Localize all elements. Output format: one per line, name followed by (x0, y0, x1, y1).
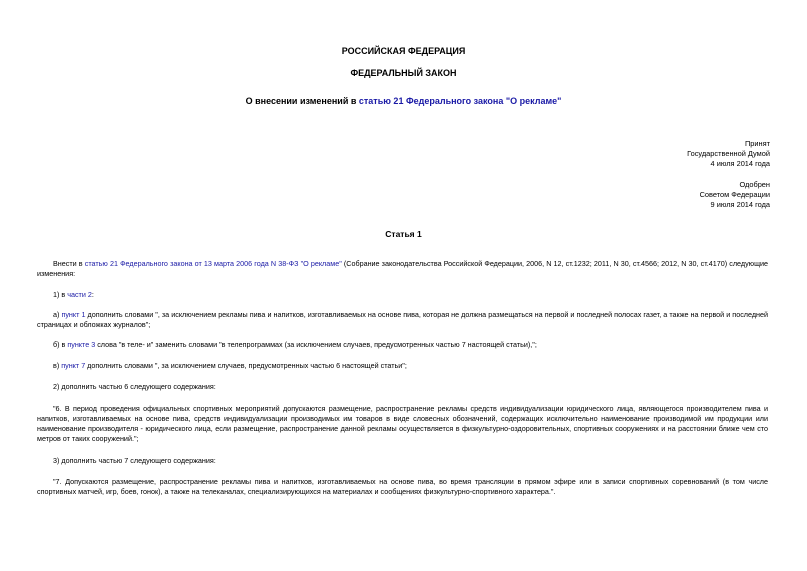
approved-label: Одобрен (739, 180, 770, 189)
part-7-paragraph: "7. Допускаются размещение, распространение рекламы пива и напитков, изготавливаемых на основе пива, во время трансляции в прямом эфире или в записи спортивных соревнований (в том числе спортивных матчей, игр, боев, гонок), а также на телеканалах, специализирующихся на материалах и сообщениях физкультурно-спортивного характера.". (37, 477, 768, 496)
item-a-suffix: дополнить словами ", за исключением рекламы пива и напитков, изготавливаемых на основе пива, которая не должна размещаться на первой и последней полосах газет, а также на первой и последней страницах и обложках журналов"; (37, 310, 768, 329)
clause-3-link[interactable]: пункте 3 (67, 340, 96, 349)
accepted-by: Государственной Думой (687, 149, 770, 158)
item-2-paragraph: 2) дополнить частью 6 следующего содержания: (53, 382, 216, 391)
item-b-paragraph (37, 340, 768, 350)
part-6-paragraph: "6. В период проведения официальных спортивных мероприятий допускаются размещение, распространение рекламы средств индивидуализации юридического лица, являющегося производителем пива и напитков, изготавливаемых на основе пива, средств индивидуализации производимых им товаров в виде словесных обозначений, содержащих исключительно наименование производимой им продукции или наименование производителя - юридического лица, если размещение, распространение данной рекламы осуществляется в физкультурно-оздоровительных, спортивных сооружениях и на расстоянии ближе чем сто метров от таких сооружений."; (37, 404, 768, 443)
intro-prefix: Внести в (53, 259, 85, 268)
item-v-paragraph (37, 361, 768, 371)
clause-1-link[interactable]: пункт 1 (61, 310, 86, 319)
part-2-link[interactable]: части 2 (67, 290, 92, 299)
country-heading: РОССИЙСКАЯ ФЕДЕРАЦИЯ (341, 46, 466, 56)
title-link[interactable]: статью 21 Федерального закона "О рекламе" (358, 96, 562, 106)
accepted-label: Принят (744, 139, 770, 148)
approved-by: Советом Федерации (699, 190, 770, 199)
item-b-prefix: б) в (53, 340, 68, 349)
item-a-prefix: а) (53, 310, 62, 319)
approved-date: 9 июля 2014 года (710, 200, 770, 209)
item-a-paragraph (37, 310, 768, 330)
item-v-prefix: в) (53, 361, 62, 370)
clause-7-link[interactable]: пункт 7 (61, 361, 86, 370)
title-prefix: О внесении изменений в (245, 96, 359, 106)
intro-law-link[interactable]: статью 21 Федерального закона от 13 марта 2006 года N 38-ФЗ "О рекламе" (84, 259, 342, 268)
item-v-suffix: дополнить словами ", за исключением случаев, предусмотренных частью 6 настоящей статьи"; (85, 361, 407, 370)
item-1-paragraph (37, 290, 768, 300)
intro-paragraph (37, 259, 768, 279)
item-3-paragraph: 3) дополнить частью 7 следующего содержания: (53, 456, 216, 465)
intro-suffix: (Собрание законодательства Российской Федерации, 2006, N 12, ст.1232; 2011, N 30, ст.4566; 2012, N 30, ст.4170) следующие изменения: (37, 259, 768, 278)
accepted-date: 4 июля 2014 года (710, 159, 770, 168)
item-1-suffix: : (91, 290, 94, 299)
document-type-heading: ФЕДЕРАЛЬНЫЙ ЗАКОН (350, 68, 457, 78)
accepted-block (687, 139, 770, 169)
item-1-prefix: 1) в (53, 290, 68, 299)
article-title: Статья 1 (385, 229, 422, 239)
document-title (0, 96, 807, 107)
item-b-suffix: слова "в теле- и" заменить словами "в телепрограммах (за исключением случаев, предусмотренных частью 7 настоящей статьи),"; (95, 340, 537, 349)
approved-block (700, 180, 770, 210)
